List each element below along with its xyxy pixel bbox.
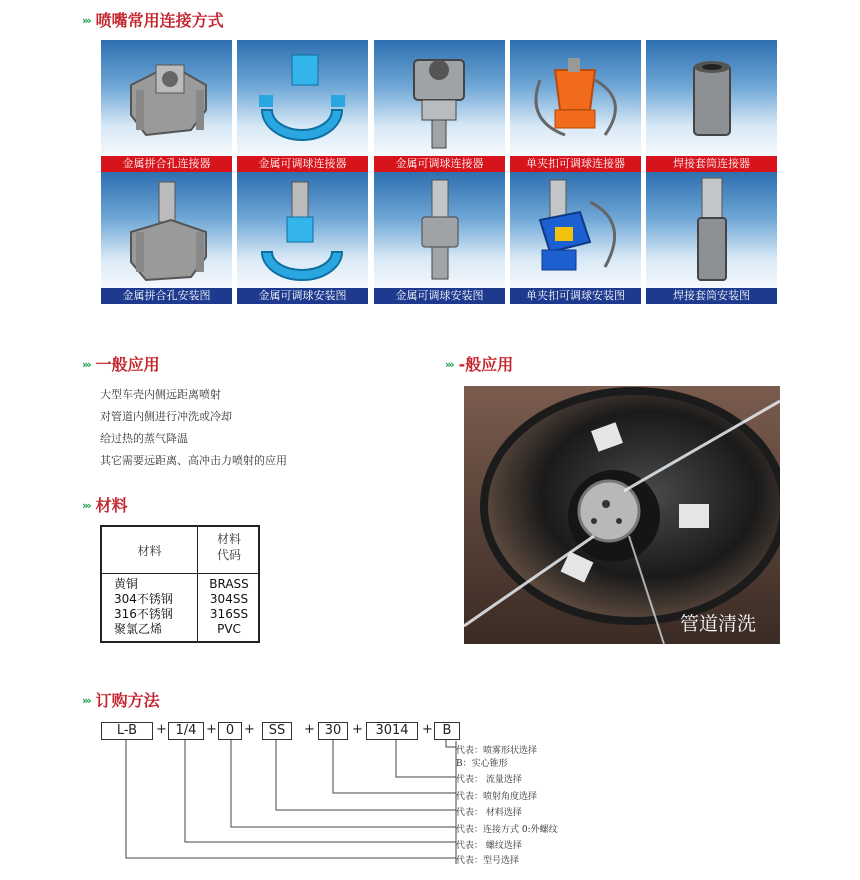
list-item: 大型车壳内侧远距离喷射 [100,388,221,401]
code-box-spray-shape: B [434,722,460,740]
product-caption: 金属可调球连接器 [374,156,505,172]
plus-sign: + [206,722,217,737]
code-box-thread: 1/4 [168,722,204,740]
chevron-icon: ››› [82,694,90,707]
section-title-text: -般应用 [458,355,514,374]
product-caption: 焊接套筒安装图 [646,288,777,304]
code-box-flow: 3014 [366,722,418,740]
order-label: 代表： 流量选择 [456,775,522,785]
product-caption: 金属可调球安装图 [374,288,505,304]
order-label: 代表：型号选择 [456,856,520,866]
section-title-text: 订购方法 [95,691,160,710]
header-line: 材料 [216,532,241,546]
product-caption: 单夹扣可调球安装图 [510,288,641,304]
plus-sign: + [304,722,315,737]
order-label: 代表：连接方式 0:外螺纹 [456,825,558,835]
code-box-angle: 30 [318,722,348,740]
section-title-text: 材料 [95,496,128,515]
product-caption: 金属拼合孔连接器 [101,156,232,172]
table-cell: 304不锈钢 [114,592,173,606]
table-cell: 黄铜 [114,577,139,591]
product-caption: 金属拼合孔安装图 [101,288,232,304]
table-cell: 聚氯乙烯 [114,622,163,636]
plus-sign: + [156,722,167,737]
plus-sign: + [352,722,363,737]
section-title-text: 一般应用 [95,355,160,374]
product-caption: 焊接套筒连接器 [646,156,777,172]
order-label: 代表：喷射角度选择 [456,792,538,802]
order-label: B：实心锥形 [456,759,508,769]
chevron-icon: ››› [82,499,90,512]
table-cell: 316SS [209,607,249,621]
order-label: 代表：喷雾形状选择 [456,746,538,756]
photo-caption: 管道清洗 [679,613,756,635]
section-title-text: 喷嘴常用连接方式 [95,11,224,30]
product-caption: 单夹扣可调球连接器 [510,156,641,172]
table-cell: BRASS [209,577,249,591]
order-label: 代表： 材料选择 [456,808,522,818]
plus-sign: + [422,722,433,737]
plus-sign: + [244,722,255,737]
code-box-material: SS [262,722,292,740]
chevron-icon: ››› [445,358,453,371]
table-cell: 304SS [209,592,249,606]
table-cell: PVC [217,622,241,636]
column-header-material: 材料 [137,544,162,558]
list-item: 对管道内侧进行冲洗或冷却 [100,410,232,423]
chevron-icon: ››› [82,358,90,371]
code-box-model: L-B [101,722,153,740]
product-caption: 金属可调球连接器 [237,156,368,172]
list-item: 其它需要远距离、高冲击力喷射的应用 [100,454,287,467]
order-label: 代表： 螺纹选择 [456,841,522,851]
list-item: 给过热的蒸气降温 [100,432,188,445]
chevron-icon: ››› [82,14,90,27]
code-box-connection: 0 [218,722,242,740]
product-caption: 金属可调球安装图 [237,288,368,304]
header-line: 代码 [216,548,241,562]
table-cell: 316不锈钢 [114,607,173,621]
